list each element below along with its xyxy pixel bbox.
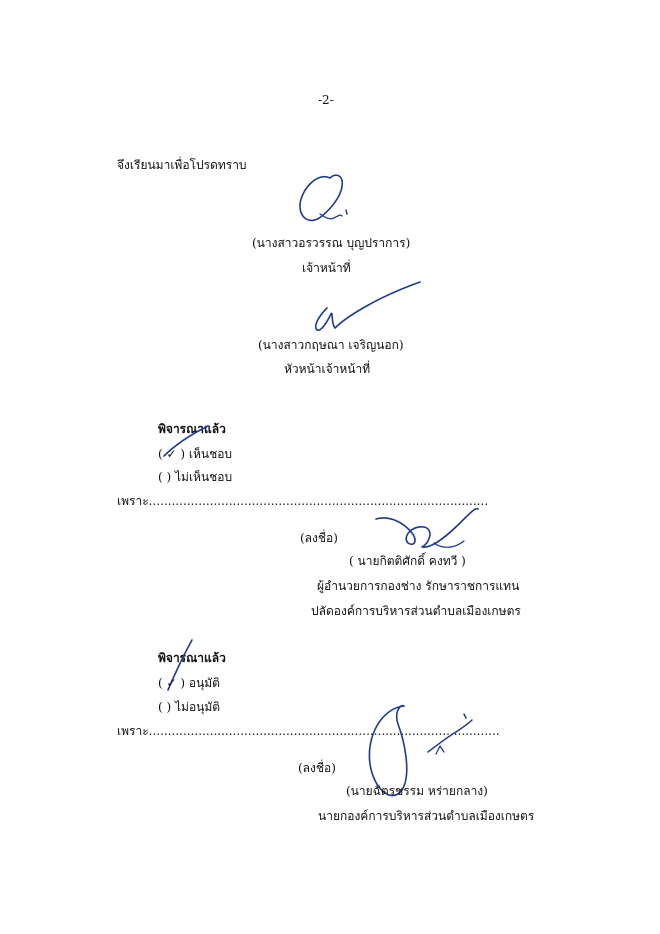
review2-sign-label: (ลงชื่อ) (298, 761, 336, 775)
review1-reason-line: เพราะ......................................................................................... (117, 494, 489, 508)
officer-signature (290, 170, 360, 232)
officer-position: เจ้าหน้าที่ (302, 261, 351, 275)
review1-option-reject: ( ) ไม่เห็นชอบ (158, 470, 233, 484)
review2-reason-line: เพราะ............................................................................................ (117, 724, 500, 738)
head-officer-position: หัวหน้าเจ้าหน้าที่ (284, 362, 371, 376)
review1-signer-position-1: ผู้อำนวยการกองช่าง รักษาราชการแทน (317, 579, 520, 593)
director-signature (372, 505, 482, 555)
closing-text: จึงเรียนมาเพื่อโปรดทราบ (117, 158, 247, 172)
page-number: -2- (318, 93, 334, 107)
head-officer-signature (305, 280, 425, 335)
review1-sign-label: (ลงชื่อ) (300, 531, 338, 545)
officer-name: (นางสาวอรวรรณ บุญปราการ) (252, 236, 411, 250)
review2-signer-position: นายกองค์การบริหารส่วนตำบลเมืองเกษตร (318, 809, 535, 823)
review1-signer-name: ( นายกิตติศักดิ์ คงทวี ) (349, 554, 466, 568)
head-officer-name: (นางสาวกฤษณา เจริญนอก) (258, 338, 404, 352)
review1-option-approve: ( ✓ ) เห็นชอบ (158, 447, 233, 461)
review2-option-approve: ( ✓ ) อนุมัติ (158, 676, 220, 690)
review2-heading: พิจารณาแล้ว (158, 651, 226, 665)
review1-signer-position-2: ปลัดองค์การบริหารส่วนตำบลเมืองเกษตร (311, 604, 521, 618)
review2-option-reject: ( ) ไม่อนุมัติ (158, 700, 221, 714)
review1-heading: พิจารณาแล้ว (158, 422, 226, 436)
review2-signer-name: (นายฉัตรชรรม หร่ายกลาง) (346, 784, 488, 798)
